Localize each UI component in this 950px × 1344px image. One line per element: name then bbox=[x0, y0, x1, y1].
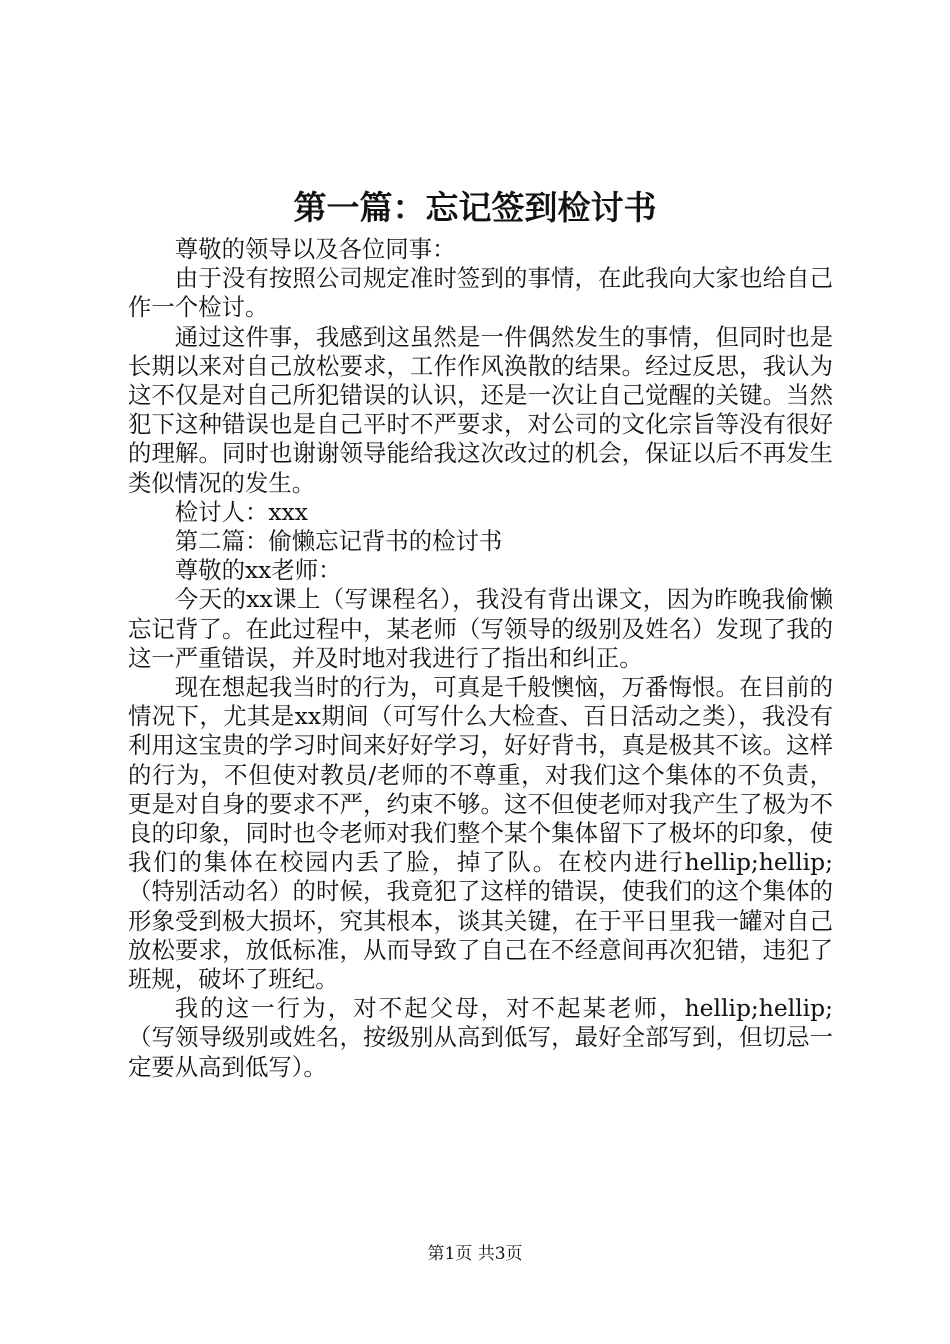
paragraph-3: 今天的xx课上（写课程名），我没有背出课文，因为昨晚我偷懒忘记背了。在此过程中，某老师（写领导的级别及姓名）发现了我的这一严重错误，并及时地对我进行了指出和纠正。 bbox=[128, 585, 833, 672]
document-body bbox=[128, 235, 833, 1082]
paragraph-salutation-2: 尊敬的xx老师： bbox=[174, 556, 342, 585]
paragraph-section-heading-2: 第二篇：偷懒忘记背书的检讨书 bbox=[174, 527, 503, 556]
paragraph-salutation-1: 尊敬的领导以及各位同事： bbox=[174, 235, 456, 263]
document-title: 第一篇：忘记签到检讨书 bbox=[293, 188, 657, 227]
paragraph-5: 我的这一行为，对不起父母，对不起某老师，hellip;hellip;（写领导级别或姓名，按级别从高到低写，最好全部写到，但切忌一定要从高到低写）。 bbox=[128, 994, 833, 1081]
paragraph-signature: 检讨人：xxx bbox=[174, 497, 308, 526]
page-number-footer: 第1页 共3页 bbox=[427, 1244, 523, 1264]
paragraph-4: 现在想起我当时的行为，可真是千般懊恼，万番悔恨。在目前的情况下，尤其是xx期间（可写什么大检查、百日活动之类），我没有利用这宝贵的学习时间来好好学习，好好背书，真是极其不该。这样的行为，不但使对教员/老师的不尊重，对我们这个集体的不负责，更是对自身的要求不严，约束不够。这不但使老师对我产生了极为不良的印象，同时也令老师对我们整个某个集体留下了极坏的印象，使我们的集体在校园内丢了脸，掉了队。在校内进行hellip;hellip;（特别活动名）的时候，我竟犯了这样的错误，使我们的这个集体的形象受到极大损坏，究其根本，谈其关键，在于平日里我一罐对自己放松要求，放低标准，从而导致了自己在不经意间再次犯错，违犯了班规，破坏了班纪。 bbox=[128, 673, 833, 994]
paragraph-2: 通过这件事，我感到这虽然是一件偶然发生的事情，但同时也是长期以来对自己放松要求，工作作风涣散的结果。经过反思，我认为这不仅是对自己所犯错误的认识，还是一次让自己觉醒的关键。当然犯下这种错误也是自己平时不严要求，对公司的文化宗旨等没有很好的理解。同时也谢谢领导能给我这次改过的机会，保证以后不再发生类似情况的发生。 bbox=[128, 322, 833, 497]
paragraph-1: 由于没有按照公司规定准时签到的事情，在此我向大家也给自己作一个检讨。 bbox=[128, 264, 833, 322]
